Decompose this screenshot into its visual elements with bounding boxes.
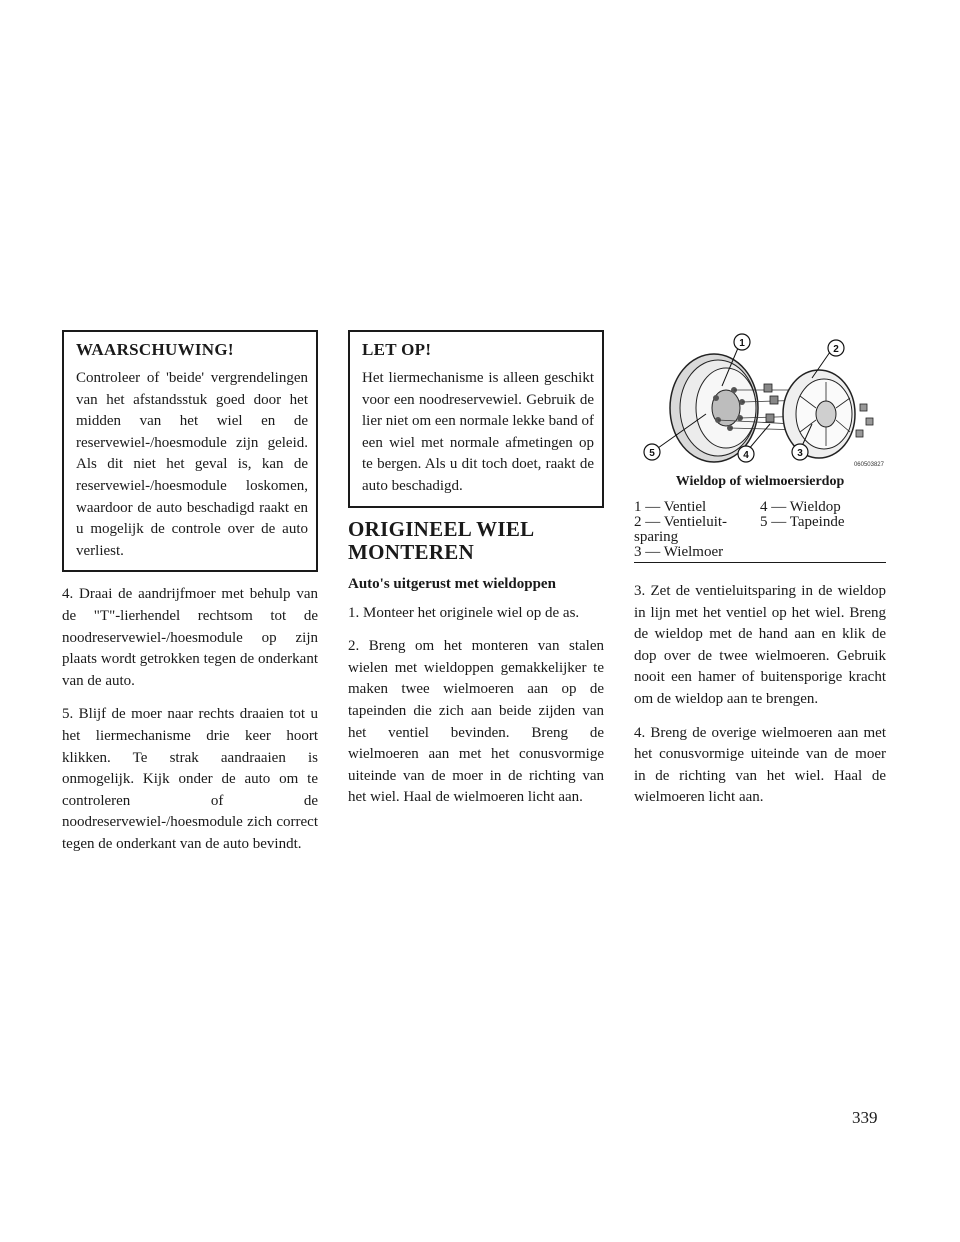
caution-box [348, 330, 604, 508]
section-heading-line2: MONTEREN [348, 539, 475, 564]
column-right [634, 328, 886, 821]
col3-step-4-paragraph: 4. Breng de overige wielmoeren aan met het conusvormige uiteinde van de moer in de richting van het wiel. Haal de wielmoeren licht aan. [634, 724, 886, 806]
section-heading-line1: ORIGINEEL WIEL [348, 516, 535, 541]
wheel-cover-figure [634, 328, 886, 490]
callout-2-label: 2 [833, 344, 839, 355]
warning-title: WAARSCHUWING! [76, 340, 234, 359]
step-5-paragraph: 5. Blijf de moer naar rechts draaien tot u het liermechanisme drie keer hoort klikken. Te strak aandraaien is onmogelijk. Kijk onder de auto om te controleren of de noodreservewiel-/hoesmodule zich correct tegen de onderkant van de auto bevindt. [62, 706, 318, 852]
page-number: 339 [852, 1108, 878, 1127]
legend-item-2: 2 — Ventieluit- [634, 514, 728, 530]
legend-item-2-cont: sparing [634, 529, 679, 545]
callout-5-label: 5 [649, 448, 655, 459]
warning-text: Controleer of 'beide' vergrendelingen van het afstandsstuk goed door het midden van het wiel en de reservewiel-/hoesmodule zijn geleid. Als dit niet het geval is, kan de reservewiel-/hoesmodule loskomen, waardoor de auto beschadigd raakt en u mogelijk de controle over de auto verliest. [76, 370, 308, 559]
section-heading [348, 518, 604, 564]
column-left [62, 330, 318, 867]
callout-4-label: 4 [743, 450, 749, 461]
warning-box [62, 330, 318, 572]
legend-item-4: 4 — Wieldop [760, 499, 841, 515]
step-1-paragraph: 1. Monteer het originele wiel op de as. [348, 604, 580, 621]
caution-text: Het liermechanisme is alleen geschikt voor een noodreservewiel. Gebruik de lier niet om een normale lekke band of een wiel met normale afmetingen op te bergen. Als u dit toch doet, raakt de auto beschadigd. [362, 370, 594, 494]
caution-title: LET OP! [362, 340, 432, 359]
section-subheading: Auto's uitgerust met wieldoppen [348, 575, 556, 592]
col3-step-3-paragraph: 3. Zet de ventieluitsparing in de wieldop in lijn met het ventiel op het wiel. Breng de wieldop met de hand aan en klik de dop over de twee wielmoeren. Gebruik nooit een hamer of buitensporige kracht om de wieldop aan te brengen. [634, 583, 886, 707]
legend-item-5: 5 — Tapeinde [760, 514, 845, 530]
step-4-paragraph: 4. Draai de aandrijfmoer met behulp van de "T"-lierhendel rechtsom tot de noodreservewiel-/hoesmodule op zijn plaats wordt getrokken tegen de onderkant van de auto. [62, 586, 318, 689]
legend-item-1: 1 — Ventiel [634, 499, 707, 515]
step-2-paragraph: 2. Breng om het monteren van stalen wielen met wieldoppen gemakkelijker te maken twee wielmoeren aan op de tapeinden die zich aan beide zijden van het ventiel bevinden. Breng de wielmoeren aan met het conusvormige uiteinde van de moer in de richting van het wiel. Haal de wielmoeren licht aan. [348, 638, 604, 806]
callout-1-label: 1 [739, 338, 745, 349]
callout-3-label: 3 [797, 448, 803, 459]
figure-legend [634, 500, 886, 563]
wheel-cover-illustration [634, 328, 886, 474]
figure-code: 060503827 [853, 462, 884, 468]
legend-item-3: 3 — Wielmoer [634, 544, 724, 560]
figure-caption: Wieldop of wielmoersierdop [675, 474, 845, 489]
column-middle [348, 330, 604, 821]
